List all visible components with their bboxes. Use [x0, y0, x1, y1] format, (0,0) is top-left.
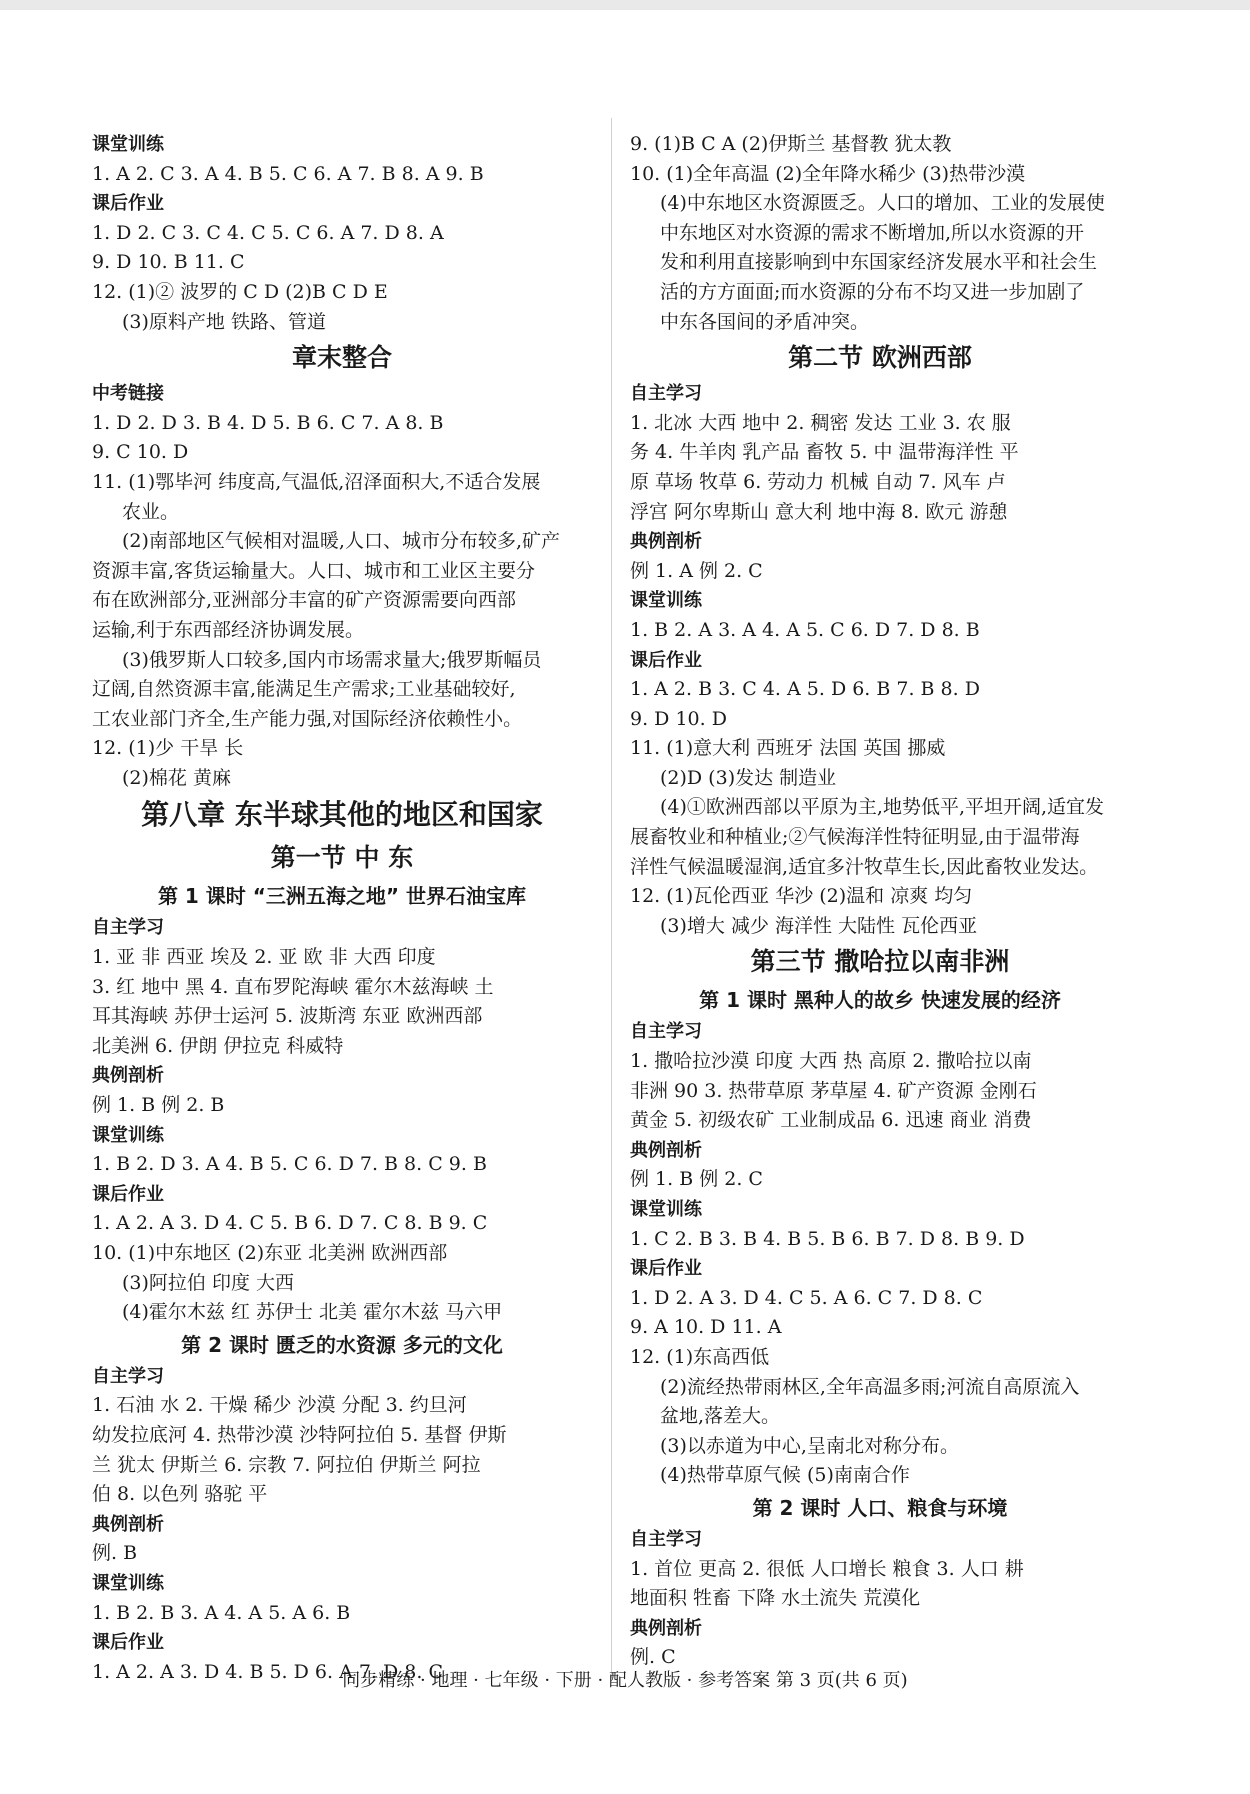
answer-line: (3)原料产地 铁路、管道 — [122, 310, 326, 333]
answer-line: 3. 红 地中 黑 4. 直布罗陀海峡 霍尔木兹海峡 土 — [92, 975, 494, 998]
answer-line: 1. B 2. A 3. A 4. A 5. C 6. D 7. D 8. B — [630, 618, 980, 641]
lesson-title: 第 2 课时 匮乏的水资源 多元的文化 — [181, 1332, 503, 1357]
answer-line: 1. 撒哈拉沙漠 印度 大西 热 高原 2. 撒哈拉以南 — [630, 1050, 1032, 1073]
answer-line: 10. (1)中东地区 (2)东亚 北美洲 欧洲西部 — [92, 1242, 448, 1264]
answer-line: 农业。 — [122, 500, 180, 523]
answer-line: (3)以赤道为中心,呈南北对称分布。 — [660, 1434, 959, 1457]
answer-line: 浮宫 阿尔卑斯山 意大利 地中海 8. 欧元 游憩 — [630, 500, 1008, 523]
answer-line: 11. (1)意大利 西班牙 法国 英国 挪威 — [630, 737, 946, 760]
answer-line: 12. (1)② 波罗的 C D (2)B C D E — [92, 280, 388, 303]
sub-heading: 自主学习 — [630, 383, 702, 405]
sub-heading: 课后作业 — [92, 1632, 164, 1654]
answer-line: 洋性气候温暖湿润,适宜多汁牧草生长,因此畜牧业发达。 — [630, 855, 1099, 878]
answer-line: 例. B — [92, 1542, 138, 1565]
answer-line: 12. (1)瓦伦西亚 华沙 (2)温和 凉爽 均匀 — [630, 885, 973, 908]
answer-line: 运输,利于东西部经济协调发展。 — [92, 618, 365, 641]
section-title: 章末整合 — [291, 343, 392, 373]
answer-line: 1. A 2. C 3. A 4. B 5. C 6. A 7. B 8. A 9. B — [92, 162, 484, 185]
right-column — [630, 130, 1130, 1673]
answer-line: (2)棉花 黄麻 — [122, 766, 231, 789]
section-title: 第二节 欧洲西部 — [788, 343, 972, 373]
answer-line: (4)霍尔木兹 红 苏伊士 北美 霍尔木兹 马六甲 — [122, 1301, 503, 1324]
answer-line: 布在欧洲部分,亚洲部分丰富的矿产资源需要向西部 — [92, 589, 517, 612]
answer-line: 展畜牧业和种植业;②气候海洋性特征明显,由于温带海 — [630, 826, 1080, 849]
answer-line: 辽阔,自然资源丰富,能满足生产需求;工业基础较好, — [92, 678, 516, 701]
answer-line: (4)①欧洲西部以平原为主,地势低平,平坦开阔,适宜发 — [660, 796, 1105, 819]
answer-line: 中东各国间的矛盾冲突。 — [660, 310, 870, 333]
sub-heading: 课堂训练 — [92, 1572, 164, 1594]
sub-heading: 典例剖析 — [92, 1513, 164, 1535]
sub-heading: 课堂训练 — [92, 134, 164, 155]
answer-line: 10. (1)全年高温 (2)全年降水稀少 (3)热带沙漠 — [630, 162, 1026, 185]
answer-line: (4)热带草原气候 (5)南南合作 — [660, 1464, 910, 1487]
answer-line: 盆地,落差大。 — [660, 1405, 781, 1428]
column-divider — [611, 118, 612, 1678]
answer-line: (2)南部地区气候相对温暖,人口、城市分布较多,矿产 — [122, 530, 560, 553]
sub-heading: 典例剖析 — [630, 1139, 702, 1161]
answer-line: 1. D 2. C 3. C 4. C 5. C 6. A 7. D 8. A — [92, 221, 444, 244]
answer-line: 1. B 2. B 3. A 4. A 5. A 6. B — [92, 1601, 351, 1624]
answer-line: 1. A 2. A 3. D 4. C 5. B 6. D 7. C 8. B 9. C — [92, 1212, 488, 1235]
sub-heading: 课堂训练 — [630, 590, 702, 612]
answer-line: 非洲 90 3. 热带草原 茅草屋 4. 矿产资源 金刚石 — [630, 1079, 1037, 1102]
answer-line: 1. C 2. B 3. B 4. B 5. B 6. B 7. D 8. B 9. D — [630, 1227, 1025, 1250]
lesson-title: 第 1 课时 黑种人的故乡 快速发展的经济 — [699, 988, 1061, 1013]
answer-line: 伯 8. 以色列 骆驼 平 — [92, 1483, 268, 1506]
answer-line: 北美洲 6. 伊朗 伊拉克 科威特 — [92, 1034, 344, 1057]
sub-heading: 典例剖析 — [630, 531, 702, 553]
answer-line: 耳其海峡 苏伊士运河 5. 波斯湾 东亚 欧洲西部 — [92, 1005, 483, 1028]
answer-line: 黄金 5. 初级农矿 工业制成品 6. 迅速 商业 消费 — [630, 1109, 1032, 1132]
sub-heading: 典例剖析 — [630, 1617, 702, 1639]
left-column — [92, 130, 592, 1687]
answer-line: (3)阿拉伯 印度 大西 — [122, 1271, 294, 1294]
answer-line: 9. D 10. B 11. C — [92, 251, 245, 274]
sub-heading: 自主学习 — [630, 1021, 702, 1043]
answer-line: 12. (1)少 干旱 长 — [92, 737, 244, 760]
answer-line: (3)俄罗斯人口较多,国内市场需求量大;俄罗斯幅员 — [122, 648, 542, 671]
answer-line: 1. 亚 非 西亚 埃及 2. 亚 欧 非 大西 印度 — [92, 946, 436, 969]
answer-line: (2)流经热带雨林区,全年高温多雨;河流自高原流入 — [660, 1375, 1080, 1398]
answer-line: 资源丰富,客货运输量大。人口、城市和工业区主要分 — [92, 559, 536, 582]
answer-line: 例 1. A 例 2. C — [630, 559, 763, 582]
sub-heading: 课后作业 — [92, 1183, 164, 1205]
chapter-title: 第八章 东半球其他的地区和国家 — [141, 798, 543, 832]
answer-line: 9. A 10. D 11. A — [630, 1316, 782, 1339]
answer-line: 地面积 牲畜 下降 水土流失 荒漠化 — [630, 1587, 921, 1610]
answer-line: (3)增大 减少 海洋性 大陆性 瓦伦西亚 — [660, 914, 978, 937]
answer-line: 活的方方面面;而水资源的分布不均又进一步加剧了 — [660, 280, 1085, 303]
answer-line: 9. (1)B C A (2)伊斯兰 基督教 犹太教 — [630, 133, 952, 155]
answer-line: 发和利用直接影响到中东国家经济发展水平和社会生 — [660, 251, 1098, 274]
lesson-title: 第 2 课时 人口、粮食与环境 — [752, 1495, 1008, 1520]
page-footer: 同步精练 · 地理 · 七年级 · 下册 · 配人教版 · 参考答案 第 3 页(共 6 页) — [342, 1670, 908, 1691]
answer-line: 12. (1)东高西低 — [630, 1345, 770, 1368]
answer-line: 1. 首位 更高 2. 很低 人口增长 粮食 3. 人口 耕 — [630, 1557, 1024, 1580]
answer-line: 例. C — [630, 1646, 676, 1669]
lesson-title: 第 1 课时 “三洲五海之地” 世界石油宝库 — [157, 884, 527, 909]
sub-heading: 中考链接 — [92, 383, 164, 405]
section-title: 第三节 撒哈拉以南非洲 — [750, 947, 1010, 977]
answer-line: 11. (1)鄂毕河 纬度高,气温低,沼泽面积大,不适合发展 — [92, 470, 541, 493]
answer-line: 1. B 2. D 3. A 4. B 5. C 6. D 7. B 8. C 9. B — [92, 1153, 487, 1176]
answer-line: 1. A 2. A 3. D 4. B 5. D 6. A 7. D 8. C — [92, 1660, 443, 1683]
sub-heading: 课后作业 — [630, 649, 702, 671]
answer-line: 幼发拉底河 4. 热带沙漠 沙特阿拉伯 5. 基督 伊斯 — [92, 1423, 507, 1446]
sub-heading: 课堂训练 — [92, 1124, 164, 1146]
section-title: 第一节 中 东 — [270, 843, 414, 873]
sub-heading: 典例剖析 — [92, 1065, 164, 1087]
answer-line: 1. 北冰 大西 地中 2. 稠密 发达 工业 3. 农 服 — [630, 411, 1011, 434]
answer-line: 务 4. 牛羊肉 乳产品 畜牧 5. 中 温带海洋性 平 — [630, 441, 1019, 464]
answer-line: (2)D (3)发达 制造业 — [660, 766, 837, 789]
sub-heading: 自主学习 — [92, 1365, 164, 1387]
sub-heading: 课后作业 — [630, 1258, 702, 1280]
answer-line: 原 草场 牧草 6. 劳动力 机械 自动 7. 风车 卢 — [630, 470, 1006, 493]
answer-line: 9. C 10. D — [92, 441, 189, 464]
answer-line: 1. D 2. D 3. B 4. D 5. B 6. C 7. A 8. B — [92, 411, 444, 434]
sub-heading: 自主学习 — [630, 1528, 702, 1550]
answer-line: 1. 石油 水 2. 干燥 稀少 沙漠 分配 3. 约旦河 — [92, 1394, 467, 1417]
sub-heading: 自主学习 — [92, 917, 164, 939]
answer-line: 1. D 2. A 3. D 4. C 5. A 6. C 7. D 8. C — [630, 1286, 983, 1309]
answer-line: 中东地区对水资源的需求不断增加,所以水资源的开 — [660, 221, 1085, 244]
answer-line: 9. D 10. D — [630, 707, 727, 730]
answer-line: 例 1. B 例 2. C — [630, 1168, 763, 1191]
answer-line: 1. A 2. B 3. C 4. A 5. D 6. B 7. B 8. D — [630, 678, 980, 701]
answer-line: (4)中东地区水资源匮乏。人口的增加、工业的发展使 — [660, 192, 1105, 215]
sub-heading: 课堂训练 — [630, 1199, 702, 1220]
answer-line: 兰 犹太 伊斯兰 6. 宗教 7. 阿拉伯 伊斯兰 阿拉 — [92, 1453, 481, 1476]
answer-line: 例 1. B 例 2. B — [92, 1094, 225, 1117]
answer-line: 工农业部门齐全,生产能力强,对国际经济依赖性小。 — [92, 707, 523, 730]
scan-top-edge — [0, 0, 1250, 10]
sub-heading: 课后作业 — [92, 193, 164, 215]
